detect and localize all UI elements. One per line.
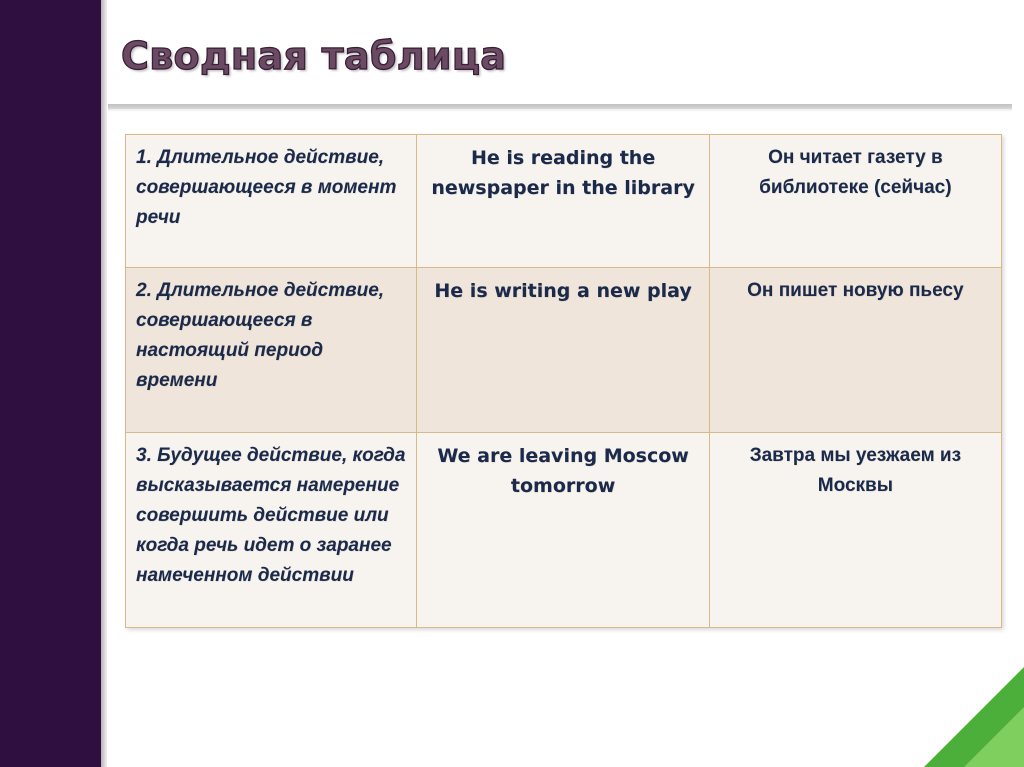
english-example-cell: He is writing a new play (417, 268, 709, 433)
usage-cell: 3. Будущее действие, когда высказывается намерение совершить действие или когда речь идет о заранее намеченном действии (126, 433, 417, 628)
table-row (126, 135, 1002, 268)
slide-title: Сводная таблица (121, 34, 507, 78)
russian-translation-cell: Он пишет новую пьесу (709, 268, 1001, 433)
table-row (126, 268, 1002, 433)
usage-cell: 1. Длительное действие, совершающееся в момент речи (126, 135, 417, 268)
english-example-cell: He is reading the newspaper in the library (417, 135, 709, 268)
summary-table (125, 134, 1002, 628)
usage-cell: 2. Длительное действие, совершающееся в настоящий период времени (126, 268, 417, 433)
russian-translation-cell: Завтра мы уезжаем из Москвы (709, 433, 1001, 628)
russian-translation-cell: Он читает газету в библиотеке (сейчас) (709, 135, 1001, 268)
left-band-edge (101, 0, 107, 767)
english-example-cell: We are leaving Moscow tomorrow (417, 433, 709, 628)
left-decorative-band (0, 0, 101, 767)
title-divider-shadow (108, 109, 1012, 112)
corner-decoration-highlight (964, 707, 1024, 767)
table-row (126, 433, 1002, 628)
